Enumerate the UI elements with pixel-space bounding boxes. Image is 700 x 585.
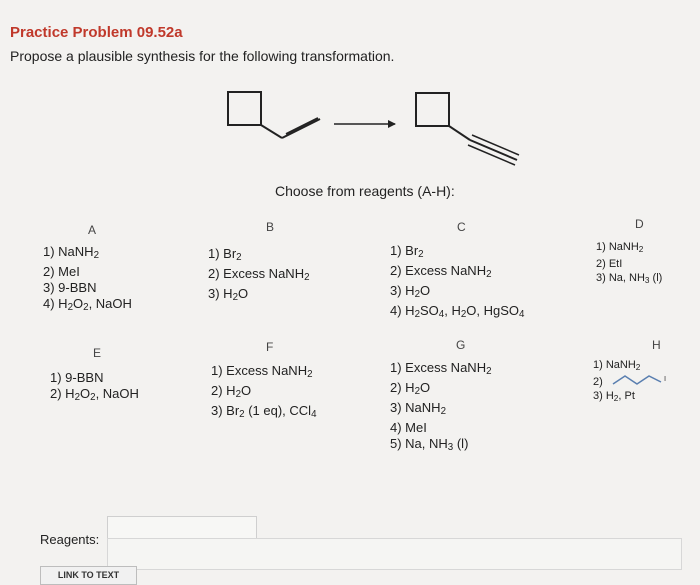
- reagent-step: 3) 9-BBN: [43, 280, 97, 295]
- reagent-label-c: C: [457, 220, 466, 234]
- reagent-list-g: [390, 360, 492, 456]
- reagent-step: 3) $H_2$, Pt: [593, 390, 635, 403]
- reagent-step: 2) $H_2O$: [390, 380, 431, 397]
- reagent-step: 3) Na, $NH_3$ (l): [596, 272, 663, 285]
- reagent-step: 2) $H_2O_2$, NaOH: [50, 386, 139, 403]
- reagents-answer-label: Reagents:: [40, 532, 100, 547]
- reagent-list-a: [43, 244, 132, 316]
- reagent-step-number: 2): [593, 376, 603, 388]
- reagent-step: 5) Na, $NH_3$ (l): [390, 436, 469, 453]
- reagent-step: 2) MeI: [43, 264, 80, 279]
- reagent-label-b: B: [266, 220, 275, 234]
- reagent-step: 1) Excess NaNH$_2$: [390, 360, 492, 377]
- reagent-step: 1) NaNH$_2$: [593, 359, 641, 372]
- link-to-text-button[interactable]: LINK TO TEXT: [40, 566, 137, 585]
- reagent-list-e: [50, 370, 139, 406]
- reagent-label-h: H: [652, 338, 661, 352]
- reagent-label-g: G: [456, 338, 466, 352]
- problem-prompt: Propose a plausible synthesis for the following transformation.: [10, 48, 395, 64]
- reagent-step: [593, 375, 667, 389]
- reagent-step: 1) $Br_2$: [208, 246, 242, 263]
- reagent-list-f: [211, 363, 317, 423]
- reagent-step: 2) $H_2O$: [211, 383, 252, 400]
- reagent-label-a: A: [88, 223, 97, 237]
- reagents-answer-input[interactable]: [107, 516, 257, 540]
- reagent-step: 1) Excess NaNH$_2$: [211, 363, 313, 380]
- reagent-step: 4) MeI: [390, 420, 427, 435]
- product: [416, 93, 519, 165]
- reagent-label-f: F: [266, 340, 274, 354]
- reagent-step: 2) EtI: [596, 258, 623, 270]
- starting-material: [228, 92, 320, 138]
- reagent-step: 3) NaNH$_2$: [390, 400, 447, 417]
- reagent-step: 3) $H_2O$: [208, 286, 249, 303]
- reagent-step: 4) $H_2SO_4$, $H_2O$, HgSO$_4$: [390, 303, 525, 320]
- problem-title: Practice Problem 09.52a: [10, 24, 183, 41]
- reagent-step: 1) 9-BBN: [50, 370, 104, 385]
- svg-text:I: I: [664, 375, 667, 383]
- reagent-label-d: D: [635, 217, 644, 231]
- reagent-step: 3) $Br_2$ (1 eq), CCl$_4$: [211, 403, 317, 420]
- reaction-scheme: [0, 0, 700, 180]
- reagent-list-h: [593, 358, 667, 406]
- reagent-list-c: [390, 243, 524, 323]
- answer-area: [107, 538, 682, 570]
- reagent-step: 1) $Br_2$: [390, 243, 424, 260]
- choose-reagents-text: Choose from reagents (A-H):: [275, 183, 455, 199]
- reagent-list-d: [596, 240, 662, 288]
- propyl-iodide-structure: [611, 372, 671, 388]
- reagent-step: 2) Excess NaNH$_2$: [390, 263, 492, 280]
- reagent-list-b: [208, 246, 310, 306]
- reagent-label-e: E: [93, 346, 102, 360]
- reagent-step: 3) $H_2O$: [390, 283, 431, 300]
- reagent-step: 4) $H_2O_2$, NaOH: [43, 296, 132, 313]
- reagent-step: 1) NaNH$_2$: [43, 244, 100, 261]
- reagent-step: 1) NaNH$_2$: [596, 241, 644, 254]
- reaction-arrow: [334, 120, 396, 128]
- reagent-step: 2) Excess NaNH$_2$: [208, 266, 310, 283]
